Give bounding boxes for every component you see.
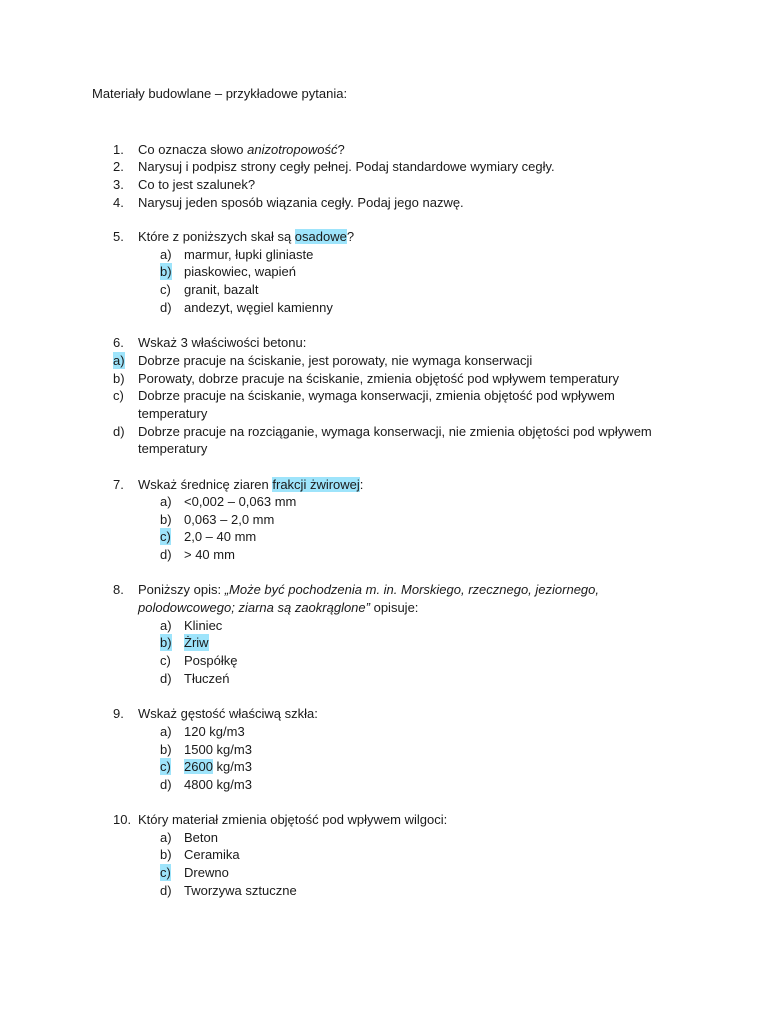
option-text: Ceramika — [184, 847, 240, 862]
option-label: d) — [160, 777, 172, 792]
option-label: d) — [160, 547, 172, 562]
option-label: c) — [113, 388, 124, 403]
question-number: 1. — [113, 142, 124, 157]
option-text-continued: temperatury — [138, 406, 208, 421]
option-text: andezyt, węgiel kamienny — [184, 300, 333, 315]
option-label: b) — [160, 742, 172, 757]
option-label-selected: b) — [160, 264, 172, 279]
option-text: Dobrze pracuje na rozciąganie, wymaga konserwacji, nie zmienia objętości pod wpływem — [138, 424, 652, 439]
quoted-description: „Może być pochodzenia m. in. Morskiego, rzecznego, jeziornego, — [224, 582, 599, 597]
question-number: 3. — [113, 177, 124, 192]
highlighted-term: osadowe — [294, 229, 347, 244]
option-label: a) — [160, 247, 172, 262]
question-number: 10. — [113, 812, 132, 827]
option-label-selected: b) — [160, 635, 172, 650]
option-label: a) — [160, 618, 172, 633]
option-label: a) — [160, 724, 172, 739]
option-text-selected: Żriw — [184, 635, 209, 650]
question-text: Narysuj i podpisz strony cegły pełnej. Podaj standardowe wymiary cegły. — [138, 159, 555, 174]
question-text: Co to jest szalunek? — [138, 177, 256, 192]
question-number: 6. — [113, 335, 124, 350]
option-text: Kliniec — [184, 618, 223, 633]
option-text: 1500 kg/m3 — [184, 742, 252, 757]
question-number: 5. — [113, 229, 124, 244]
option-label: a) — [160, 494, 172, 509]
option-text: 0,063 – 2,0 mm — [184, 512, 275, 527]
question-text: Wskaż gęstość właściwą szkła: — [138, 706, 318, 721]
question-text: Narysuj jeden sposób wiązania cegły. Podaj jego nazwę. — [138, 195, 464, 210]
term-anizotropowosc: anizotropowość — [247, 142, 338, 157]
option-label-selected: c) — [160, 529, 171, 544]
option-text-continued: temperatury — [138, 441, 208, 456]
option-text: piaskowiec, wapień — [184, 264, 297, 279]
highlighted-value: 2600 — [184, 759, 213, 774]
question-text-continued: polodowcowego; ziarna są zaokrąglone” opisuje: — [138, 600, 419, 615]
question-number: 9. — [113, 706, 124, 721]
option-label: d) — [160, 300, 172, 315]
question-number: 7. — [113, 477, 124, 492]
option-text: Dobrze pracuje na ściskanie, jest porowaty, nie wymaga konserwacji — [138, 353, 533, 368]
question-number: 8. — [113, 582, 124, 597]
option-text: > 40 mm — [184, 547, 235, 562]
highlighted-term: frakcji żwirowej — [272, 477, 360, 492]
option-text: Pospółkę — [184, 653, 238, 668]
option-label-selected: c) — [160, 865, 171, 880]
option-text: 2,0 – 40 mm — [184, 529, 257, 544]
option-label: d) — [160, 883, 172, 898]
option-label-selected: c) — [160, 759, 171, 774]
option-text: granit, bazalt — [184, 282, 259, 297]
option-text: Beton — [184, 830, 218, 845]
option-label: c) — [160, 282, 171, 297]
option-text: 120 kg/m3 — [184, 724, 245, 739]
question-number: 2. — [113, 159, 124, 174]
option-label: c) — [160, 653, 171, 668]
document-title: Materiały budowlane – przykładowe pytania: — [92, 86, 348, 101]
option-text: <0,002 – 0,063 mm — [184, 494, 297, 509]
option-text: Tworzywa sztuczne — [184, 883, 297, 898]
option-text: 2600 kg/m3 — [184, 759, 252, 774]
option-text: Porowaty, dobrze pracuje na ściskanie, zmienia objętość pod wpływem temperatury — [138, 371, 619, 386]
option-label: b) — [113, 371, 125, 386]
question-text: Wskaż średnicę ziaren frakcji żwirowej: — [138, 477, 364, 492]
option-text: Tłuczeń — [184, 671, 230, 686]
option-label: d) — [113, 424, 125, 439]
option-text: Dobrze pracuje na ściskanie, wymaga konserwacji, zmienia objętość pod wpływem — [138, 388, 615, 403]
question-text: Który materiał zmienia objętość pod wpływem wilgoci: — [138, 812, 448, 827]
option-text: marmur, łupki gliniaste — [184, 247, 314, 262]
option-label: d) — [160, 671, 172, 686]
question-text: Które z poniższych skał są osadowe? — [138, 229, 355, 244]
question-text: Wskaż 3 właściwości betonu: — [138, 335, 307, 350]
option-label: a) — [160, 830, 172, 845]
option-label-selected: a) — [113, 353, 125, 368]
question-text: Poniższy opis: „Może być pochodzenia m. in. Morskiego, rzecznego, jeziornego, — [138, 582, 599, 597]
quoted-description: polodowcowego; ziarna są zaokrąglone” — [138, 600, 370, 615]
question-number: 4. — [113, 195, 124, 210]
question-text: Co oznacza słowo anizotropowość? — [138, 142, 345, 157]
option-label: b) — [160, 512, 172, 527]
option-text: 4800 kg/m3 — [184, 777, 252, 792]
option-label: b) — [160, 847, 172, 862]
option-text: Drewno — [184, 865, 229, 880]
